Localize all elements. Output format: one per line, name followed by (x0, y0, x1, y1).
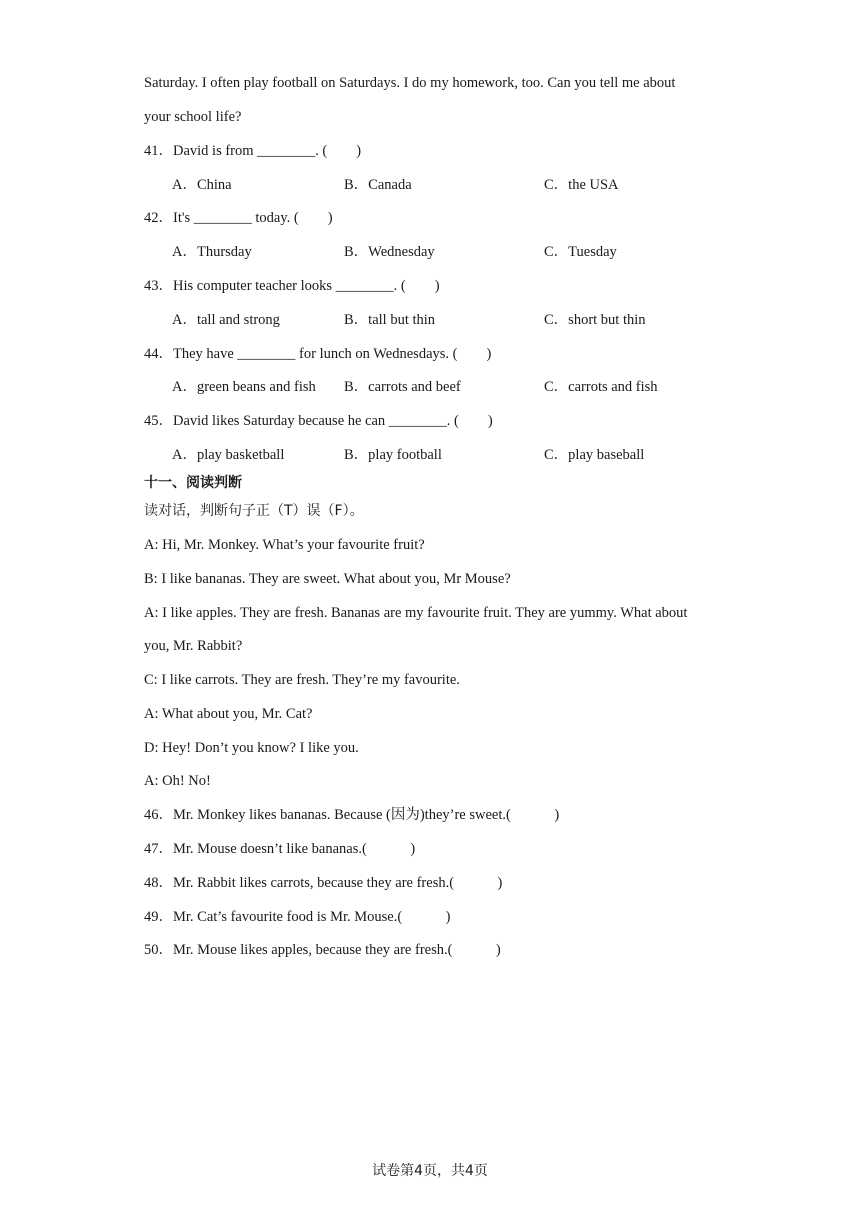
dialogue-line: D: Hey! Don’t you know? I like you. (144, 740, 359, 756)
dialogue-line: C: I like carrots. They are fresh. They’re my favourite. (144, 672, 460, 688)
question-41: 41．David is from ________. ( ) (144, 143, 362, 159)
option-45-c: C．play baseball (544, 447, 645, 463)
question-45: 45．David likes Saturday because he can ________. ( ) (144, 413, 493, 429)
passage-line-2: your school life? (144, 109, 242, 125)
option-41-a: A．China (172, 177, 232, 193)
dialogue-line: you, Mr. Rabbit? (144, 638, 243, 654)
option-44-b: B．carrots and beef (344, 379, 461, 395)
question-42: 42．It's ________ today. ( ) (144, 210, 333, 226)
judgement-50: 50．Mr. Mouse likes apples, because they are fresh.( ) (144, 942, 501, 958)
dialogue-line: A: Hi, Mr. Monkey. What’s your favourite fruit? (144, 537, 425, 553)
passage-line-1: Saturday. I often play football on Saturdays. I do my homework, too. Can you tell me about (144, 75, 676, 91)
option-43-c: C．short but thin (544, 312, 646, 328)
question-43: 43．His computer teacher looks ________. ( ) (144, 278, 440, 294)
dialogue-line: B: I like bananas. They are sweet. What about you, Mr Mouse? (144, 571, 511, 587)
option-43-a: A．tall and strong (172, 312, 280, 328)
section-instruction: 读对话，判断句子正（T）误（F）。 (144, 503, 364, 519)
option-41-c: C．the USA (544, 177, 619, 193)
dialogue-line: A: What about you, Mr. Cat? (144, 706, 313, 722)
page-footer: 试卷第4页，共4页 (372, 1163, 488, 1179)
option-42-b: B．Wednesday (344, 244, 435, 260)
option-45-a: A．play basketball (172, 447, 285, 463)
judgement-47: 47．Mr. Mouse doesn’t like bananas.( ) (144, 841, 416, 857)
judgement-48: 48．Mr. Rabbit likes carrots, because they are fresh.( ) (144, 875, 503, 891)
dialogue-line: A: I like apples. They are fresh. Bananas are my favourite fruit. They are yummy. What about (144, 605, 688, 621)
option-42-a: A．Thursday (172, 244, 252, 260)
option-44-a: A．green beans and fish (172, 379, 316, 395)
dialogue-line: A: Oh! No! (144, 773, 211, 789)
option-42-c: C．Tuesday (544, 244, 617, 260)
option-45-b: B．play football (344, 447, 442, 463)
section-title: 十一、阅读判断 (144, 475, 242, 491)
option-44-c: C．carrots and fish (544, 379, 658, 395)
judgement-49: 49．Mr. Cat’s favourite food is Mr. Mouse.( ) (144, 909, 451, 925)
judgement-46: 46．Mr. Monkey likes bananas. Because (因为)they’re sweet.( ) (144, 807, 560, 823)
question-44: 44．They have ________ for lunch on Wednesdays. ( ) (144, 346, 492, 362)
option-41-b: B．Canada (344, 177, 412, 193)
option-43-b: B．tall but thin (344, 312, 436, 328)
